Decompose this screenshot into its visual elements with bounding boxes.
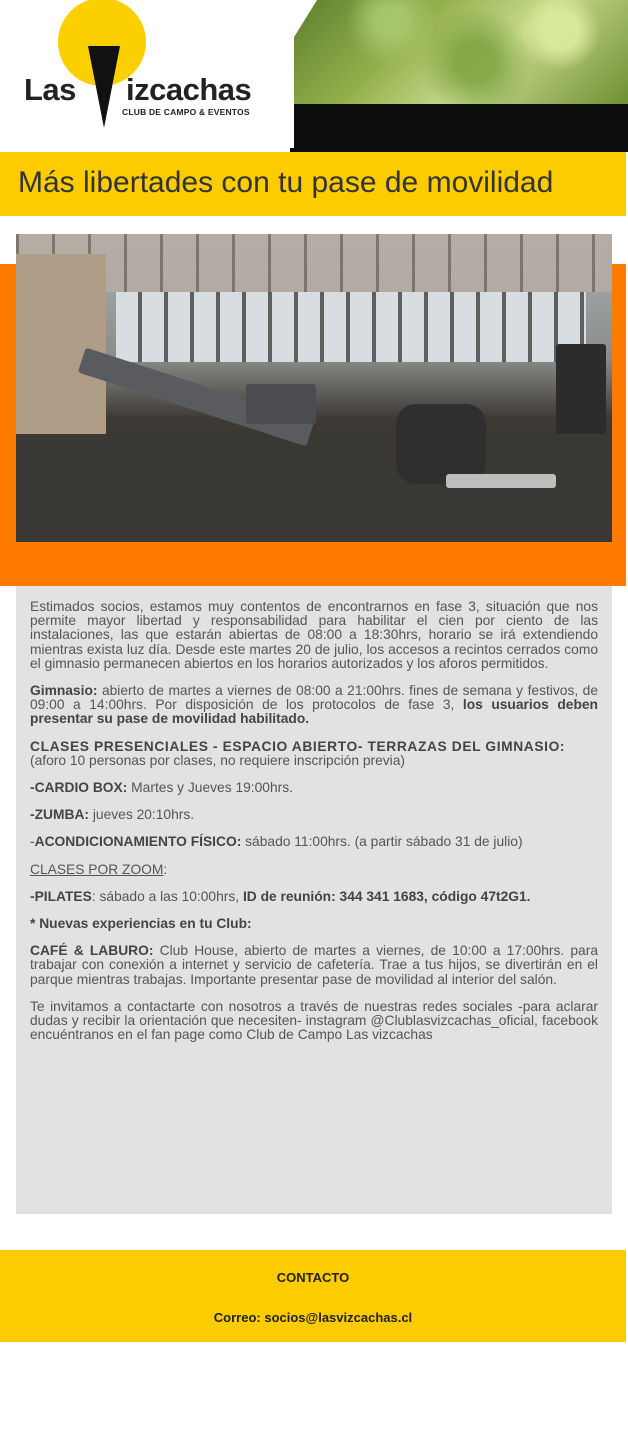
clases-paragraph [30, 740, 598, 768]
logo-name-right: izcachas [126, 72, 252, 107]
zumba-paragraph [30, 808, 598, 822]
logo-tagline: CLUB DE CAMPO & EVENTOS [122, 107, 250, 117]
cafe-label: CAFÉ & LABURO: [30, 943, 154, 959]
acond-prefix: - [30, 834, 35, 850]
logo-v-mark-icon [88, 46, 120, 128]
clases-header: CLASES PRESENCIALES - ESPACIO ABIERTO- TERRAZAS DEL GIMNASIO: [30, 738, 566, 754]
header-black-bar [290, 104, 628, 152]
clases-note: (aforo 10 personas por clases, no requiere inscripción previa) [30, 752, 406, 768]
gimnasio-label: Gimnasio: [30, 683, 98, 699]
zumba-text: jueves 20:10hrs. [89, 807, 195, 823]
contact-heading: CONTACTO [276, 1270, 350, 1285]
zoom-label: CLASES POR ZOOM [30, 861, 164, 877]
cardio-text: Martes y Jueves 19:00hrs. [127, 780, 293, 796]
cardio-paragraph [30, 781, 598, 795]
pilates-bold: ID de reunión: 344 341 1683, código 47t2G1. [242, 888, 531, 904]
gym-photo [16, 234, 612, 542]
logo-name-left: Las [24, 72, 76, 107]
acond-label: ACONDICIONAMIENTO FÍSICO: [34, 834, 242, 850]
acond-paragraph [30, 835, 598, 849]
content-text [30, 600, 598, 1055]
pilates-label: -PILATES [30, 888, 92, 904]
cardio-label: -CARDIO BOX: [30, 780, 128, 796]
photo-bike [396, 404, 486, 484]
zoom-paragraph [30, 863, 598, 877]
footer [0, 1250, 626, 1342]
zoom-colon: : [163, 861, 168, 877]
club-logo [0, 0, 294, 148]
photo-floor [16, 434, 612, 542]
photo-treadmill-console [246, 384, 316, 424]
nuevas-paragraph [30, 917, 598, 931]
cafe-paragraph [30, 944, 598, 987]
cafe-text: Club House, abierto de martes a viernes, de 10:00 a 17:00hrs. para trabajar con conexión a internet y servicio de cafetería. Trae a tus hijos, se divertirán en el parque mientras trabajas. Importante presentar pase de movilidad al interior del salón. [30, 943, 598, 987]
invite-paragraph: Te invitamos a contactarte con nosotros a través de nuestras redes sociales -para aclarar dudas y recibir la orientación que necesiten- instagram @Clublasvizcachas_oficial, facebook encuéntranos en el fan page como Club de Campo Las vizcachas [30, 998, 598, 1043]
title-band [0, 152, 626, 216]
zumba-label: -ZUMBA: [30, 807, 90, 823]
photo-bike-base [446, 474, 556, 488]
gimnasio-text: abierto de martes a viernes de 08:00 a 21:00hrs. fines de semana y festivos, de 09:00 a 14:00hrs. Por disposición de los protocolos de fase 3, [30, 683, 598, 713]
contact-email[interactable]: Correo: socios@lasvizcachas.cl [213, 1310, 413, 1325]
header [0, 0, 628, 152]
photo-machine-right [556, 344, 606, 434]
page-title: Más libertades con tu pase de movilidad [18, 166, 554, 199]
content-panel [16, 586, 612, 1214]
acond-text: sábado 11:00hrs. (a partir sábado 31 de julio) [241, 834, 523, 850]
pilates-paragraph [30, 890, 598, 904]
gimnasio-paragraph [30, 684, 598, 727]
tree-leaves-photo [290, 0, 628, 104]
gimnasio-bold: los usuarios deben presentar su pase de movilidad habilitado. [30, 697, 598, 727]
pilates-text: : sábado a las 10:00hrs, [91, 888, 243, 904]
nuevas-heading: * Nuevas experiencias en tu Club: [30, 916, 252, 932]
intro-paragraph: Estimados socios, estamos muy contentos de encontrarnos en fase 3, situación que nos permite mayor libertad y responsabilidad para habilitar el cien por ciento de las instalaciones, las que estarán abiertas de 08:00 a 18:30hrs, horario se irá extendiendo mientras exista luz día. Desde este martes 20 de julio, los accesos a recintos cerrados como el gimnasio permanecen abiertos en los horarios autorizados y los aforos permitidos. [30, 599, 598, 671]
photo-windows [116, 292, 586, 362]
